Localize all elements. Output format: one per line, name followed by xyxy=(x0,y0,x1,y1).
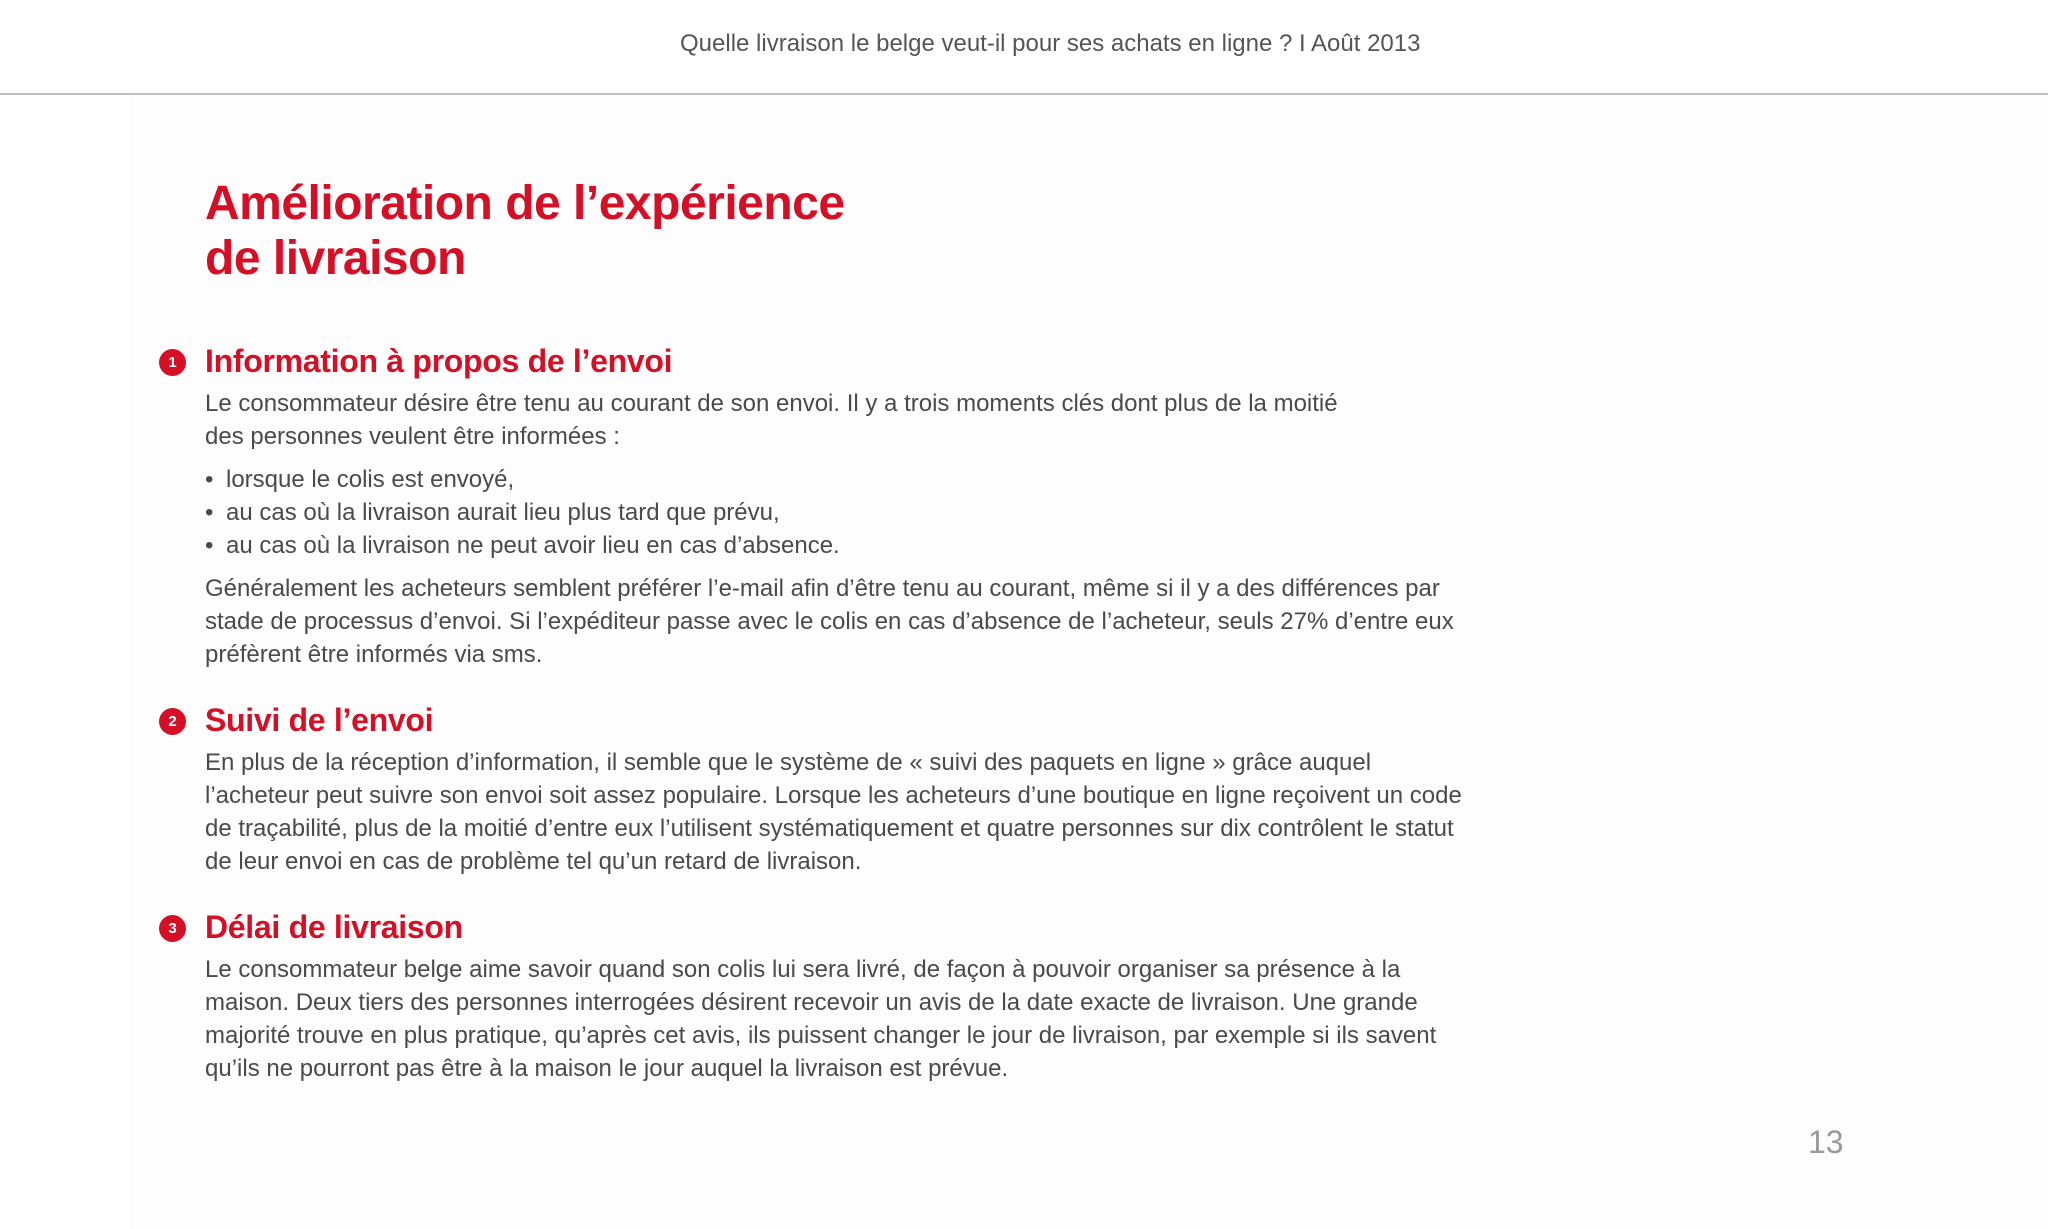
bullet-item: • au cas où la livraison aurait lieu plus tard que prévu, xyxy=(205,496,1465,529)
section-title: Suivi de l’envoi xyxy=(205,702,434,738)
page-number: 13 xyxy=(1808,1124,1844,1160)
section-body: Le consommateur belge aime savoir quand son colis lui sera livré, de façon à pouvoir organiser sa présence à la maison. Deux tiers des personnes interrogées désirent recevoir un avis de la date exacte de livraison. Une grande majorité trouve en plus pratique, qu’après cet avis, ils puissent changer le jour de livraison, par exemple si ils savent qu’ils ne pourront pas être à la maison le jour auquel la livraison est prévue. xyxy=(205,956,1437,1082)
page-title-line-1: Amélioration de l’expérience xyxy=(205,177,845,230)
number-badge: 1 xyxy=(159,349,186,376)
header-title: Quelle livraison le belge veut-il pour ses achats en ligne ? I Août 2013 xyxy=(680,30,1421,57)
section-delai-livraison xyxy=(168,907,1465,1085)
page-title-line-2: de livraison xyxy=(205,232,466,285)
bullet-item: • au cas où la livraison ne peut avoir lieu en cas d’absence. xyxy=(205,529,1465,562)
section-title: Information à propos de l’envoi xyxy=(205,343,673,379)
section-title: Délai de livraison xyxy=(205,909,463,945)
section-heading xyxy=(168,907,1465,947)
section-heading xyxy=(168,341,1465,381)
section-information-envoi xyxy=(168,341,1465,671)
section-suivi-envoi xyxy=(168,700,1465,878)
section-body: Généralement les acheteurs semblent préférer l’e-mail afin d’être tenu au courant, même si il y a des différences par stade de processus d’envoi. Si l’expéditeur passe avec le colis en cas d’absence de l’acheteur, seuls 27% d’entre eux préfèrent être informés via sms. xyxy=(205,575,1454,668)
section-intro: Le consommateur désire être tenu au courant de son envoi. Il y a trois moments clés dont plus de la moitié des personnes veulent être informées : xyxy=(205,390,1338,450)
page-header xyxy=(0,0,2048,95)
bullet-item: • lorsque le colis est envoyé, xyxy=(205,463,1465,496)
bullet-list xyxy=(205,463,1465,562)
number-badge: 2 xyxy=(159,708,186,735)
section-heading xyxy=(168,700,1465,740)
page-title xyxy=(205,176,845,286)
number-badge: 3 xyxy=(159,915,186,942)
section-body: En plus de la réception d’information, il semble que le système de « suivi des paquets en ligne » grâce auquel l’acheteur peut suivre son envoi soit assez populaire. Lorsque les acheteurs d’une boutique en ligne reçoivent un code de traçabilité, plus de la moitié d’entre eux l’utilisent systématiquement et quatre personnes sur dix contrôlent le statut de leur envoi en cas de problème tel qu’un retard de livraison. xyxy=(205,749,1462,875)
